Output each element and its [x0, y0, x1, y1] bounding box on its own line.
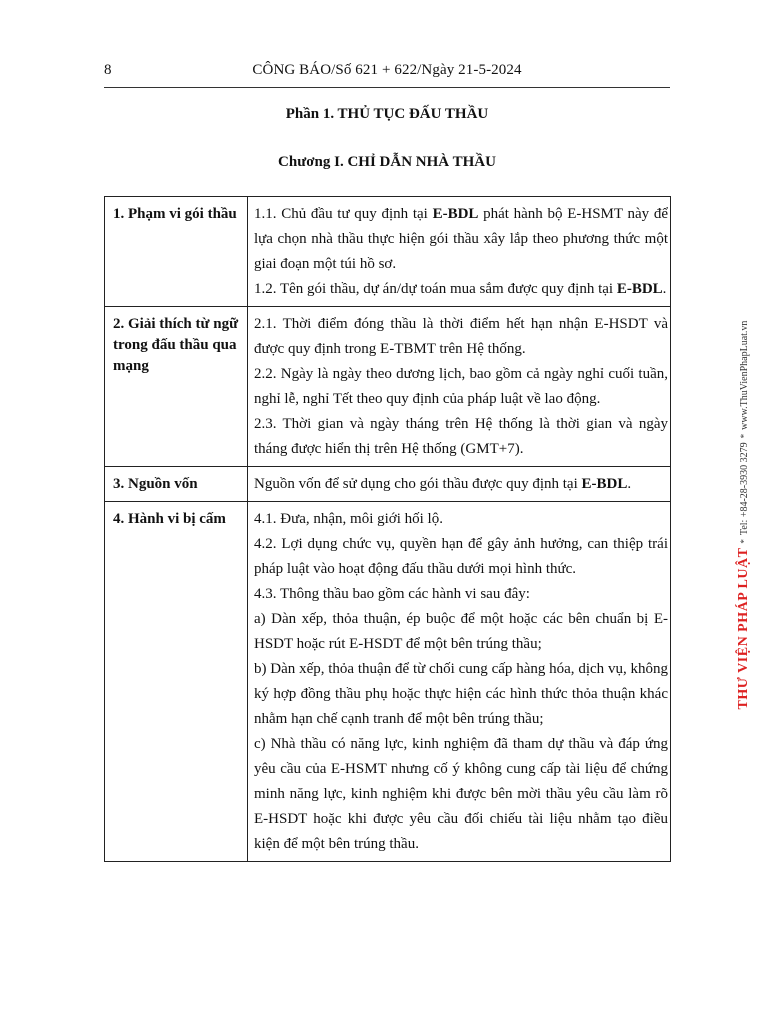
content-paragraph: [254, 607, 668, 657]
paragraph-text: b) Dàn xếp, thỏa thuận để từ chối cung cấp hàng hóa, dịch vụ, không ký hợp đồng thầu phụ hoặc thực hiện các hình thức thỏa thuận khác nhằm hạn chế cạnh tranh để một bên trúng thầu;: [254, 661, 668, 727]
table-row: [105, 502, 671, 862]
paragraph-text: 4.2. Lợi dụng chức vụ, quyền hạn để gây ảnh hưởng, can thiệp trái pháp luật vào hoạt động đấu thầu dưới mọi hình thức.: [254, 536, 668, 577]
content-paragraph: [254, 202, 668, 277]
header-rule: [104, 87, 670, 88]
part-title: Phần 1. THỦ TỤC ĐẤU THẦU: [285, 106, 489, 122]
paragraph-text: 4.3. Thông thầu bao gồm các hành vi sau đây:: [254, 586, 530, 602]
watermark-separator: *: [739, 539, 749, 544]
row-label: 4. Hành vi bị cấm: [105, 502, 248, 862]
content-paragraph: [254, 472, 668, 497]
paragraph-text: Nguồn vốn để sử dụng cho gói thầu được quy định tại: [254, 476, 582, 492]
content-paragraph: [254, 532, 668, 582]
page-header: [104, 62, 670, 88]
row-content: [248, 467, 671, 502]
watermark: [734, 275, 754, 755]
paragraph-text: 1.2. Tên gói thầu, dự án/dự toán mua sắm được quy định tại: [254, 281, 617, 297]
bold-reference: E-BDL: [432, 206, 479, 222]
watermark-separator: *: [739, 433, 749, 439]
content-paragraph: [254, 412, 668, 462]
row-content: [248, 502, 671, 862]
paragraph-text: a) Dàn xếp, thỏa thuận, ép buộc để một hoặc các bên chuẩn bị E-HSDT hoặc rút E-HSDT để một bên trúng thầu;: [254, 611, 668, 652]
content-paragraph: [254, 507, 668, 532]
table-row: [105, 197, 671, 307]
content-paragraph: [254, 312, 668, 362]
watermark-brand: THƯ VIỆN PHÁP LUẬT: [736, 547, 751, 710]
watermark-website: www.ThuVienPhapLuat.vn: [739, 320, 750, 430]
row-label: 2. Giải thích từ ngữ trong đấu thầu qua mạng: [105, 307, 248, 467]
instructions-table: [104, 196, 671, 862]
chapter-title: Chương I. CHỈ DẪN NHÀ THẦU: [278, 154, 496, 170]
content-paragraph: [254, 582, 668, 607]
table-row: [105, 467, 671, 502]
paragraph-text: phát hành bộ E-HSMT này để lựa chọn nhà thầu thực hiện gói thầu xây lắp theo phương thức một giai đoạn một túi hồ sơ.: [254, 206, 668, 272]
gazette-header-title: CÔNG BÁO/Số 621 + 622/Ngày 21-5-2024: [252, 62, 522, 78]
row-content: [248, 307, 671, 467]
table-row: [105, 307, 671, 467]
paragraph-text: 2.3. Thời gian và ngày tháng trên Hệ thống là thời gian và ngày tháng được hiển thị trên Hệ thống (GMT+7).: [254, 416, 668, 457]
row-label: 1. Phạm vi gói thầu: [105, 197, 248, 307]
bold-reference: E-BDL: [581, 476, 628, 492]
row-content: [248, 197, 671, 307]
page-number: 8: [104, 62, 112, 78]
paragraph-text: 2.1. Thời điểm đóng thầu là thời điểm hết hạn nhận E-HSDT và được quy định trong E-TBMT trên Hệ thống.: [254, 316, 668, 357]
content-paragraph: [254, 362, 668, 412]
watermark-phone: Tel: +84-28-3930 3279: [739, 442, 750, 536]
watermark-text: [736, 321, 752, 710]
row-label: 3. Nguồn vốn: [105, 467, 248, 502]
bold-reference: E-BDL: [616, 281, 663, 297]
paragraph-text: 1.1. Chủ đầu tư quy định tại: [254, 206, 433, 222]
paragraph-text: .: [627, 476, 632, 492]
content-paragraph: [254, 732, 668, 857]
paragraph-text: .: [662, 281, 667, 297]
content-paragraph: [254, 657, 668, 732]
paragraph-text: 2.2. Ngày là ngày theo dương lịch, bao gồm cả ngày nghỉ cuối tuần, nghỉ lễ, nghỉ Tết theo quy định của pháp luật về lao động.: [254, 366, 668, 407]
paragraph-text: 4.1. Đưa, nhận, môi giới hối lộ.: [254, 511, 443, 527]
paragraph-text: c) Nhà thầu có năng lực, kinh nghiệm đã tham dự thầu và đáp ứng yêu cầu của E-HSMT nhưng cố ý không cung cấp tài liệu để chứng minh năng lực, kinh nghiệm khi được bên mời thầu yêu cầu làm rõ E-HSDT hoặc khi được yêu cầu đối chiếu tài liệu nhằm tạo điều kiện để một bên trúng thầu.: [254, 736, 668, 852]
content-paragraph: [254, 277, 668, 302]
